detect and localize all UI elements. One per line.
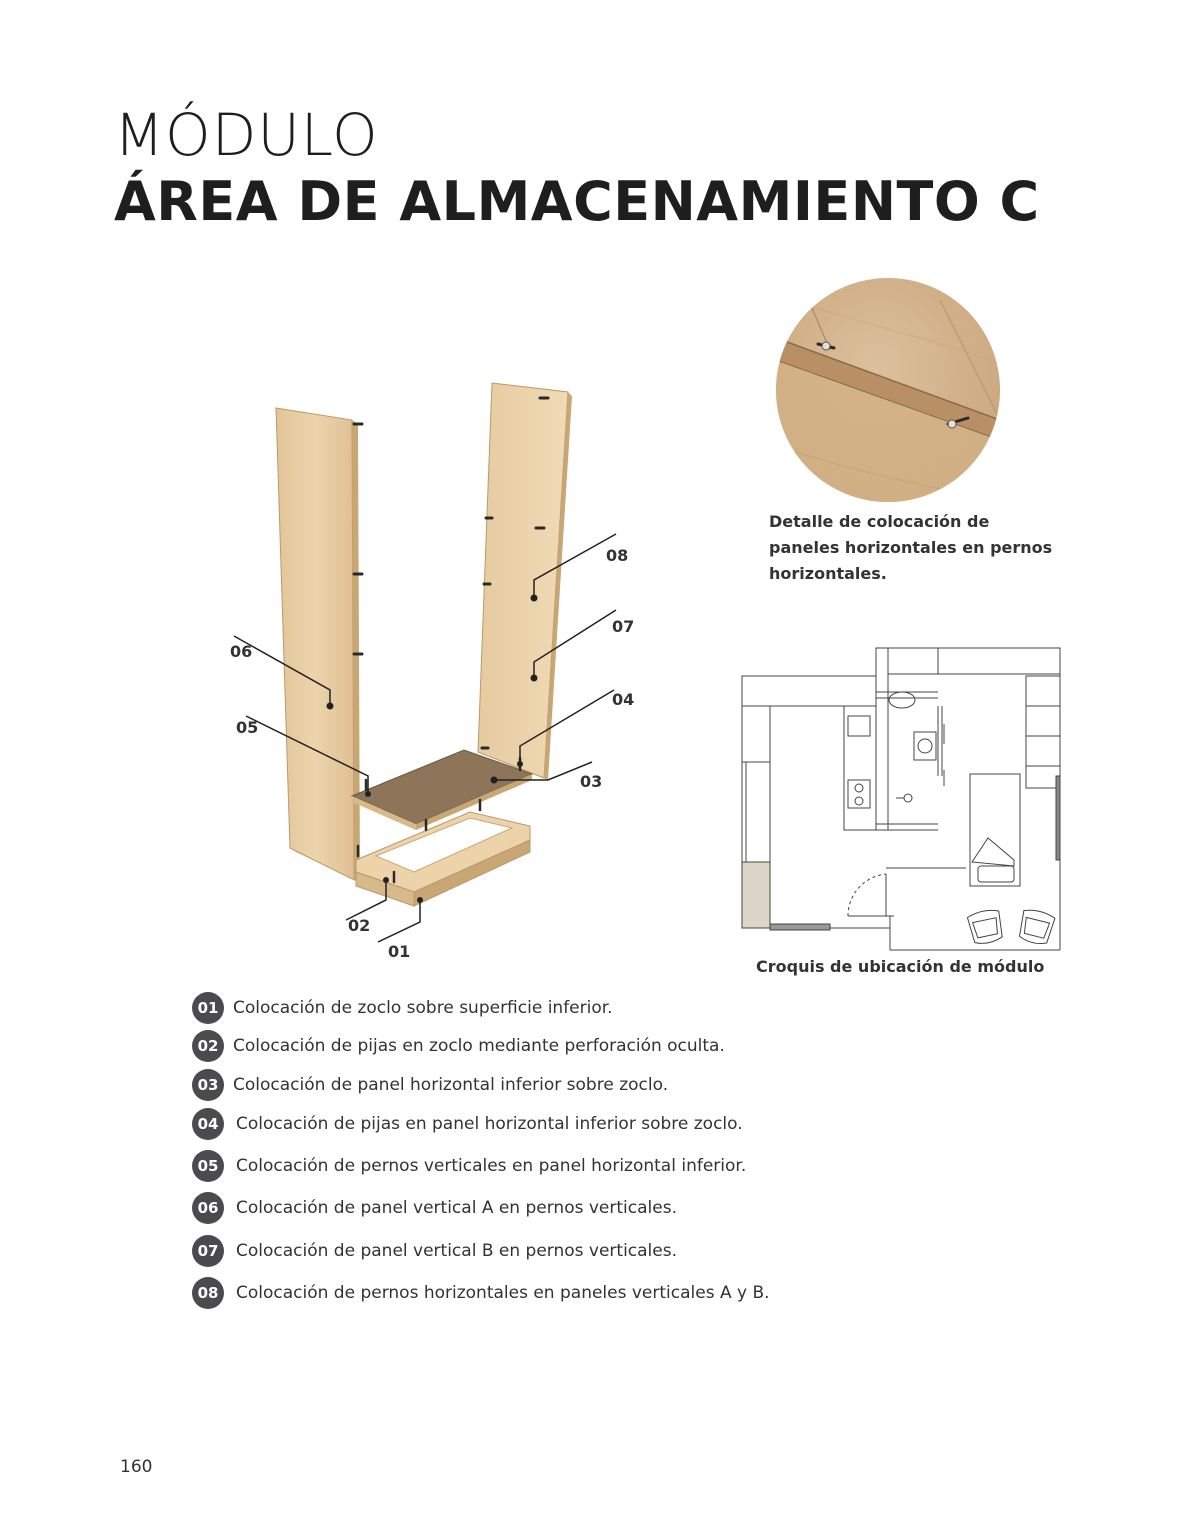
panel-vertical-b [478, 383, 572, 780]
step-text: Colocación de pernos verticales en panel horizontal inferior. [236, 1156, 747, 1176]
step-number-badge: 03 [192, 1069, 224, 1101]
plinth-frame [356, 812, 530, 906]
step-text: Colocación de pijas en zoclo mediante perforación oculta. [233, 1036, 725, 1056]
callout-03: 03 [580, 772, 603, 791]
step-text: Colocación de panel vertical A en pernos verticales. [236, 1198, 677, 1218]
step-number-badge: 04 [192, 1108, 224, 1140]
step-item [192, 992, 613, 1024]
detail-caption-line: Detalle de colocación de [769, 512, 990, 531]
callout-08: 08 [606, 546, 629, 565]
step-number-badge: 02 [192, 1030, 224, 1062]
step-text: Colocación de pernos horizontales en paneles verticales A y B. [236, 1283, 770, 1303]
step-item [192, 1030, 725, 1062]
detail-caption [769, 509, 1052, 587]
step-text: Colocación de pijas en panel horizontal inferior sobre zoclo. [236, 1114, 743, 1134]
callout-05: 05 [236, 718, 259, 737]
step-item [192, 1192, 677, 1224]
callout-06: 06 [230, 642, 253, 661]
floorplan-caption: Croquis de ubicación de módulo [756, 957, 1045, 976]
detail-circle-image [776, 278, 1000, 520]
detail-caption-line: horizontales. [769, 564, 887, 583]
callout-01: 01 [388, 942, 411, 961]
step-number-badge: 08 [192, 1277, 224, 1309]
step-item [192, 1235, 677, 1267]
step-number-badge: 01 [192, 992, 224, 1024]
step-item [192, 1277, 770, 1309]
step-item [192, 1069, 668, 1101]
page-number: 160 [120, 1457, 153, 1477]
step-text: Colocación de zoclo sobre superficie inferior. [233, 998, 613, 1018]
callout-07: 07 [612, 617, 635, 636]
step-number-badge: 05 [192, 1150, 224, 1182]
step-item [192, 1108, 743, 1140]
callout-02: 02 [348, 916, 371, 935]
step-item [192, 1150, 746, 1182]
title-module: MÓDULO [114, 101, 379, 169]
panel-vertical-a [276, 408, 360, 882]
title-storage-area: ÁREA DE ALMACENAMIENTO C [114, 170, 1040, 233]
callout-04: 04 [612, 690, 635, 709]
step-number-badge: 07 [192, 1235, 224, 1267]
step-text: Colocación de panel horizontal inferior sobre zoclo. [233, 1075, 669, 1095]
floorplan-sketch [742, 648, 1060, 950]
step-text: Colocación de panel vertical B en pernos verticales. [236, 1241, 678, 1261]
step-number-badge: 06 [192, 1192, 224, 1224]
detail-caption-line: paneles horizontales en pernos [769, 538, 1053, 557]
